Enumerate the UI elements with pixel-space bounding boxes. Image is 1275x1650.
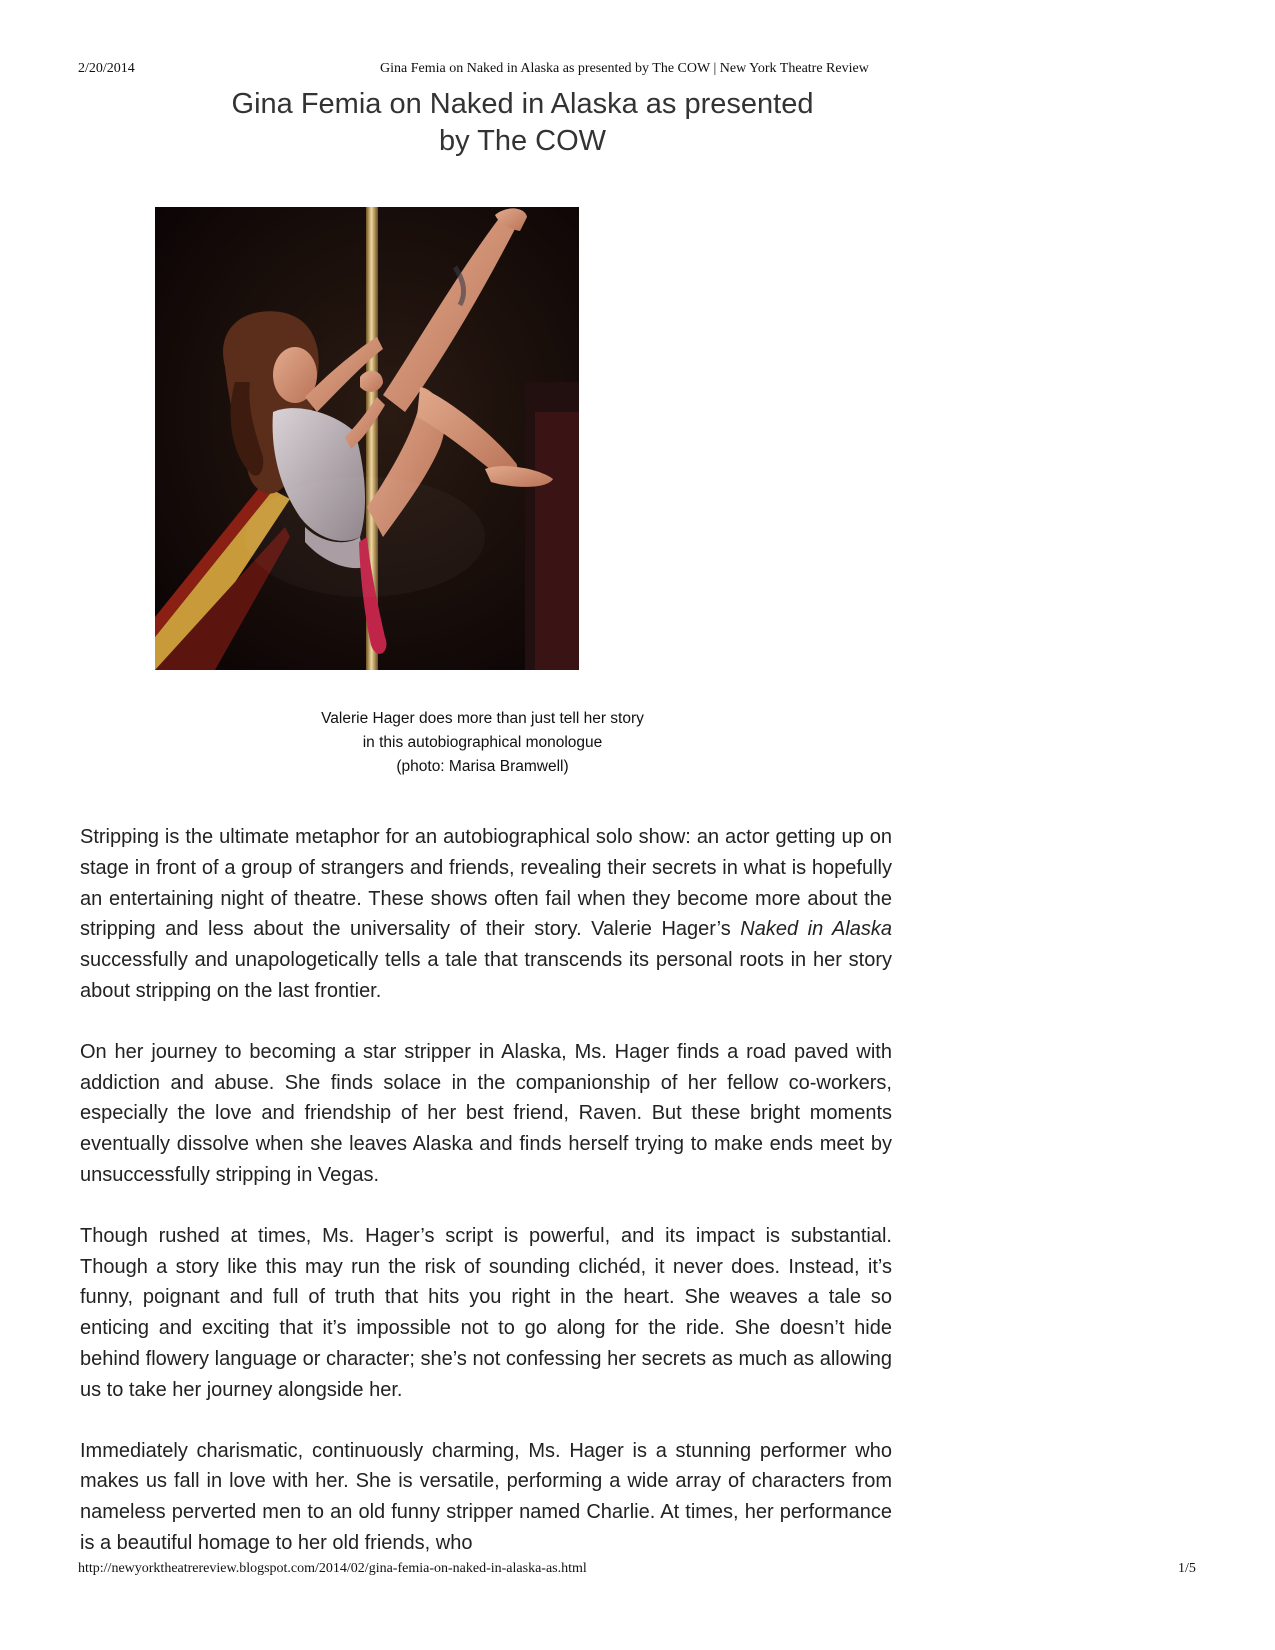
p1-text-after: successfully and unapologetically tells a tale that transcends its personal roots in her story about stripping on the last frontier. [80, 949, 892, 1002]
show-title-italic: Naked in Alaska [740, 918, 892, 941]
article-paragraph-3: Though rushed at times, Ms. Hager’s script is powerful, and its impact is substantial. Though a story like this may run the risk of sounding clichéd, it never does. Instead, it’s funny, poignant and full of truth that hits you right in the heart. She weaves a tale so enticing and exciting that it’s impossible not to go along for the ride. She doesn’t hide behind flowery language or character; she’s not confessing her secrets as much as allowing us to take her journey alongside her. [80, 1224, 892, 1401]
article-paragraph-1 [80, 822, 892, 1007]
article-title-line2: by The COW [438, 125, 607, 157]
article-title [200, 86, 845, 160]
p1-text-before: Stripping is the ultimate metaphor for an autobiographical solo show: an actor getting up on stage in front of a group of strangers and friends, revealing their secrets in what is hopefully an entertaining night of theatre. These shows often fail when they become more about the stripping and less about the universality of their story. Valerie Hager’s [80, 826, 892, 941]
print-header-date: 2/20/2014 [78, 61, 135, 76]
photo-caption [255, 707, 710, 779]
article-paragraph-4: Immediately charismatic, continuously charming, Ms. Hager is a stunning performer who makes us fall in love with her. She is versatile, performing a wide array of characters from nameless perverted men to an old funny stripper named Charlie. At times, her performance is a beautiful homage to her old friends, who [80, 1439, 892, 1554]
article-title-line1: Gina Femia on Naked in Alaska as presented [231, 88, 814, 120]
print-header-title: Gina Femia on Naked in Alaska as presented by The COW | New York Theatre Review [380, 61, 869, 76]
print-footer-url: http://newyorktheatrereview.blogspot.com/2014/02/gina-femia-on-naked-in-alaska-as.html [78, 1561, 587, 1576]
caption-line2: in this autobiographical monologue [362, 734, 603, 751]
print-footer-page-number: 1/5 [1178, 1561, 1196, 1576]
caption-line3: (photo: Marisa Bramwell) [396, 758, 569, 775]
photo-performer-on-pole-icon [155, 207, 579, 670]
article-body [80, 822, 892, 1589]
article-paragraph-2: On her journey to becoming a star stripper in Alaska, Ms. Hager finds a road paved with addiction and abuse. She finds solace in the companionship of her fellow co-workers, especially the love and friendship of her best friend, Raven. But these bright moments eventually dissolve when she leaves Alaska and finds herself trying to make ends meet by unsuccessfully stripping in Vegas. [80, 1040, 892, 1186]
caption-line1: Valerie Hager does more than just tell her story [321, 710, 644, 727]
article-photo [155, 207, 579, 670]
